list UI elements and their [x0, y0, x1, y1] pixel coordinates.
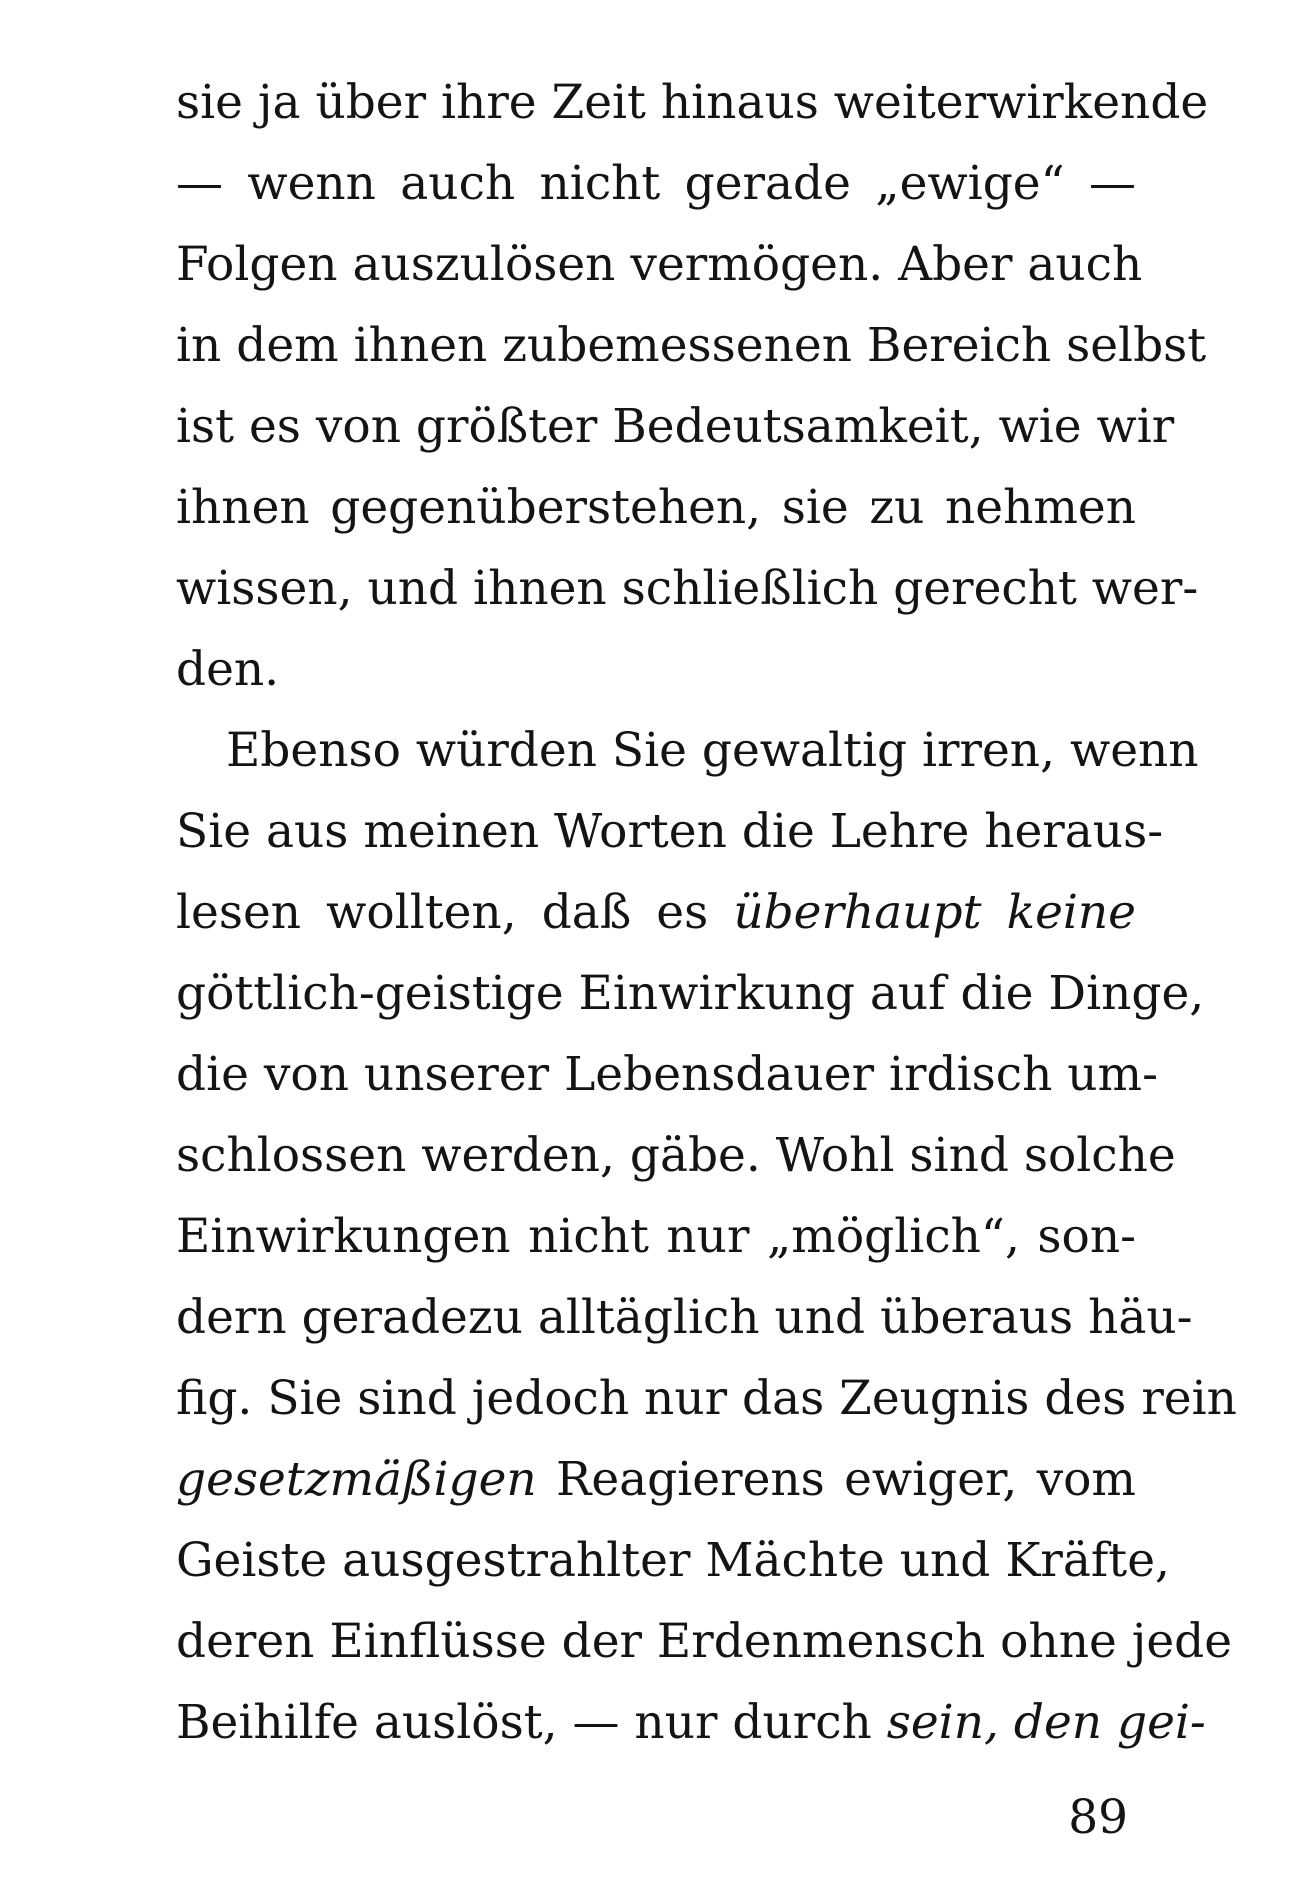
- page-number: 89: [1068, 1790, 1128, 1845]
- text-line: fig. Sie sind jedoch nur das Zeugnis des rein: [176, 1371, 1237, 1426]
- text-line: wissen, und ihnen schließlich gerecht wer-: [176, 561, 1199, 616]
- text-line: in dem ihnen zubemessenen Bereich selbst: [176, 318, 1207, 373]
- italic-emphasis: gesetzmäßigen: [176, 1452, 537, 1507]
- text-line: dern geradezu alltäglich und überaus häu-: [176, 1290, 1193, 1345]
- text-line: Einwirkungen nicht nur „möglich“, son-: [176, 1209, 1136, 1264]
- text-line: die von unserer Lebensdauer irdisch um-: [176, 1047, 1158, 1102]
- italic-emphasis: überhaupt keine: [733, 885, 1136, 940]
- text-segment: Beihilfe auslöst, — nur durch: [176, 1695, 887, 1750]
- text-line: ihnen gegenüberstehen, sie zu nehmen: [176, 480, 1136, 535]
- text-line: göttlich-geistige Einwirkung auf die Dinge,: [176, 966, 1205, 1021]
- text-segment: lesen wollten, daß es: [176, 885, 734, 940]
- text-line: ist es von größter Bedeutsamkeit, wie wir: [176, 399, 1175, 454]
- text-line: Ebenso würden Sie gewaltig irren, wenn: [226, 723, 1199, 778]
- text-line: [176, 1682, 1206, 1763]
- text-line: [176, 1439, 1136, 1520]
- text-line: den.: [176, 642, 280, 697]
- text-segment: Reagierens ewiger, vom: [536, 1452, 1136, 1507]
- text-line: deren Einflüsse der Erdenmensch ohne jede: [176, 1614, 1233, 1669]
- italic-emphasis: sein, den gei-: [886, 1695, 1206, 1750]
- text-line: schlossen werden, gäbe. Wohl sind solche: [176, 1128, 1176, 1183]
- text-line: Sie aus meinen Worten die Lehre heraus-: [176, 804, 1164, 859]
- text-line: sie ja über ihre Zeit hinaus weiterwirkende: [176, 75, 1209, 130]
- body-text: [176, 62, 1237, 1763]
- text-line: Folgen auszulösen vermögen. Aber auch: [176, 237, 1143, 292]
- text-line: [176, 872, 1136, 953]
- text-line: — wenn auch nicht gerade „ewige“ —: [176, 156, 1136, 211]
- text-line: Geiste ausgestrahlter Mächte und Kräfte,: [176, 1533, 1170, 1588]
